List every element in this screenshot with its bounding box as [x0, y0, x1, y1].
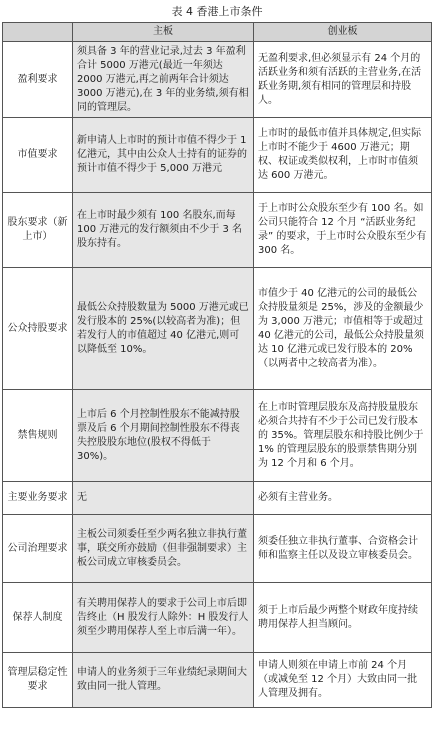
row-label: 管理层稳定性要求: [3, 653, 73, 708]
table-row: [3, 193, 432, 268]
table-row: [3, 515, 432, 583]
listing-requirements-table: [2, 22, 432, 708]
row-label: 市值要求: [3, 118, 73, 193]
gem-cell: 于上市时公众股东至少有 100 名。如公司只能符合 12 个月 “活跃业务纪录” 的要求，于上市时公众股东至少有 300 名。: [254, 193, 432, 268]
table-row: [3, 118, 432, 193]
gem-cell: 申请人则须在申请上市前 24 个月（或减免至 12 个月）大致由同一批人管理及拥有。: [254, 653, 432, 708]
table-title: 表 4 香港上市条件: [171, 5, 263, 18]
gem-cell: 市值少于 40 亿港元的公司的最低公众持股量须是 25%，涉及的金额最少为 3,000 万港元；市值相等于或超过 40 亿港元的公司，最低公众持股量须达 10 亿港元或已发行股本的 20%（以两者中之较高者为准）。: [254, 268, 432, 390]
table-row: [3, 42, 432, 118]
gem-cell: 须委任独立非执行董事、合资格会计师和监察主任以及设立审核委员会。: [254, 515, 432, 583]
main-board-cell: 申请人的业务须于三年业绩纪录期间大致由同一批人管理。: [73, 653, 254, 708]
main-board-cell: 上市后 6 个月控制性股东不能减持股票及后 6 个月期间控制性股东不得丧失控股股东地位(股权不得低于 30%)。: [73, 390, 254, 482]
table-row: [3, 653, 432, 708]
table-row: [3, 390, 432, 482]
main-board-cell: 最低公众持股数量为 5000 万港元或已发行股本的 25%(以较高者为准)；但若发行人的市值超过 40 亿港元,则可以降低至 10%。: [73, 268, 254, 390]
gem-cell: 无盈利要求,但必须显示有 24 个月的活跃业务和须有活跃的主营业务,在活跃业务期,须有相同的管理层和持股人。: [254, 42, 432, 118]
header-row: [3, 23, 432, 42]
main-board-cell: 新申请人上市时的预计市值不得少于 1 亿港元，其中由公众人士持有的证券的预计市值不得少于 5,000 万港元: [73, 118, 254, 193]
gem-cell: 须于上市后最少两整个财政年度持续聘用保荐人担当顾问。: [254, 583, 432, 653]
row-label: 禁售规则: [3, 390, 73, 482]
row-label: 公司治理要求: [3, 515, 73, 583]
header-cell-main-board: 主板: [73, 23, 254, 42]
table-row: [3, 268, 432, 390]
main-board-cell: 主板公司须委任至少两名独立非执行董事，联交所亦鼓励（但非强制要求）主板公司成立审核委员会。: [73, 515, 254, 583]
main-board-cell: 在上市时最少须有 100 名股东,而每 100 万港元的发行额须由不少于 3 名股东持有。: [73, 193, 254, 268]
table-row: [3, 482, 432, 515]
row-label: 保荐人制度: [3, 583, 73, 653]
main-board-cell: 有关聘用保荐人的要求于公司上市后即告终止（H 股发行人除外：H 股发行人须至少聘用保荐人至上市后满一年）。: [73, 583, 254, 653]
main-board-cell: 无: [73, 482, 254, 515]
header-cell-blank: [3, 23, 73, 42]
main-board-cell: 须具备 3 年的营业记录,过去 3 年盈利合计 5000 万港元(最近一年须达 2000 万港元,再之前两年合计须达 3000 万港元),在 3 年的业务绩,须有相同的管理层。: [73, 42, 254, 118]
row-label: 主要业务要求: [3, 482, 73, 515]
row-label: 盈利要求: [3, 42, 73, 118]
row-label: 股东要求（新上市）: [3, 193, 73, 268]
gem-cell: 上市时的最低市值并具体规定,但实际上市时不能少于 4600 万港元；期权、权证或类似权利，上市时市值须达 600 万港元。: [254, 118, 432, 193]
header-cell-gem: 创业板: [254, 23, 432, 42]
table-row: [3, 583, 432, 653]
gem-cell: 必须有主营业务。: [254, 482, 432, 515]
gem-cell: 在上市时管理层股东及高持股量股东必须合共持有不少于公司已发行股本的 35%。管理层股东和持股比例少于 1% 的管理层股东的股票禁售期分别为 12 个月和 6 个月。: [254, 390, 432, 482]
row-label: 公众持股要求: [3, 268, 73, 390]
